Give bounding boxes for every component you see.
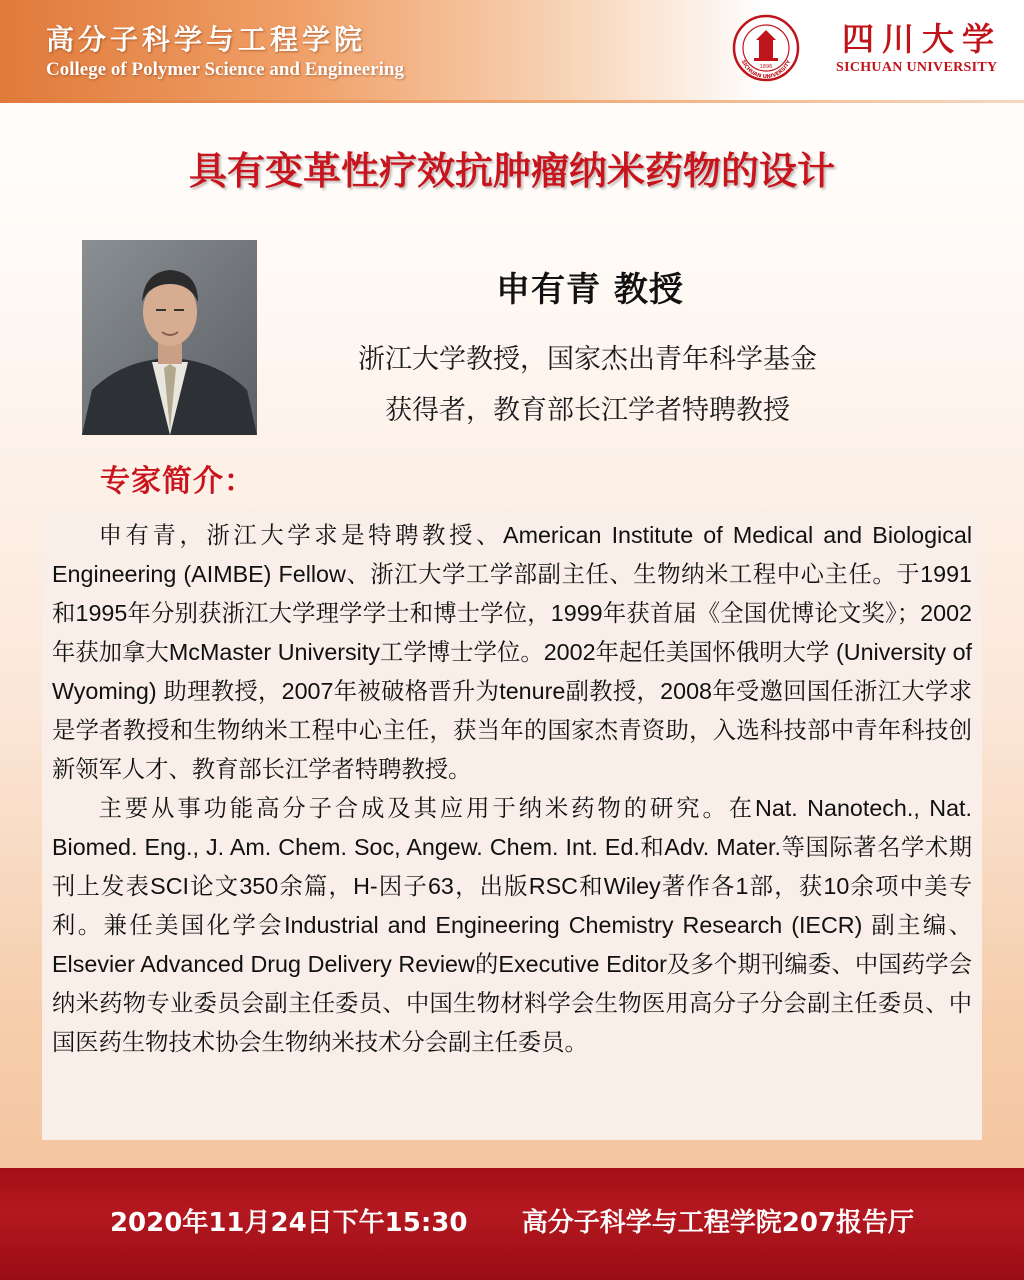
speaker-name: 申有青 教授 — [496, 270, 684, 310]
bio-box — [42, 510, 982, 1140]
seal-text: SICHUAN UNIVERSITY — [739, 59, 793, 81]
university-name-en: SICHUAN UNIVERSITY — [836, 60, 998, 75]
header-divider — [0, 100, 1024, 103]
university-name-cn: 四川大学 — [842, 20, 1003, 58]
college-name-en: College of Polymer Science and Engineering — [46, 59, 404, 80]
seal-year: 1896 — [759, 64, 773, 70]
bio-paragraph-2: 主要从事功能高分子合成及其应用于纳米药物的研究。在Nat. Nanotech., Nat. Biomed. Eng., J. Am. Chem. Soc, Angew. Chem. Int. Ed.和Adv. Mater.等国际著名学术期刊上发表SCI论文350余篇，H-因子63，出版RSC和Wiley著作各1部，获10余项中美专利。兼任美国化学会Industrial and Engineering Chemistry Research (IECR) 副主编、Elsevier Advanced Drug Delivery Review的Executive Editor及多个期刊编委、中国药学会纳米药物专业委员会副主任委员、中国生物材料学会生物医用高分子分会副主任委员、中国医药生物技术协会生物纳米技术分会副主任委员。 — [52, 795, 972, 1055]
lecture-title: 具有变革性疗效抗肿瘤纳米药物的设计 — [188, 149, 835, 193]
speaker-affiliation — [300, 334, 875, 436]
speaker-affiliation-line-2: 获得者，教育部长江学者特聘教授 — [385, 395, 790, 426]
event-time-location: 2020年11月24日下午15:30 高分子科学与工程学院207报告厅 — [109, 1208, 915, 1238]
speaker-affiliation-line-1: 浙江大学教授，国家杰出青年科学基金 — [358, 344, 817, 375]
footer-banner — [0, 1168, 1024, 1280]
bio-paragraph-1: 申有青，浙江大学求是特聘教授、American Institute of Medical and Biological Engineering (AIMBE) Fellow、浙江大学工学部副主任、生物纳米工程中心主任。于1991和1995年分别获浙江大学理学学士和博士学位，1999年获首届《全国优博论文奖》；2002年获加拿大McMaster University工学博士学位。2002年起任美国怀俄明大学 (University of Wyoming) 助理教授，2007年被破格晋升为tenure副教授，2008年受邀回国任浙江大学求是学者教授和生物纳米工程中心主任，获当年的国家杰青资助，入选科技部中青年科技创新领军人才、教育部长江学者特聘教授。 — [52, 522, 972, 782]
speaker-photo — [82, 240, 257, 435]
university-seal-logo — [732, 14, 800, 82]
bio-section-label: 专家简介： — [100, 464, 255, 499]
college-name-cn: 高分子科学与工程学院 — [46, 23, 367, 56]
